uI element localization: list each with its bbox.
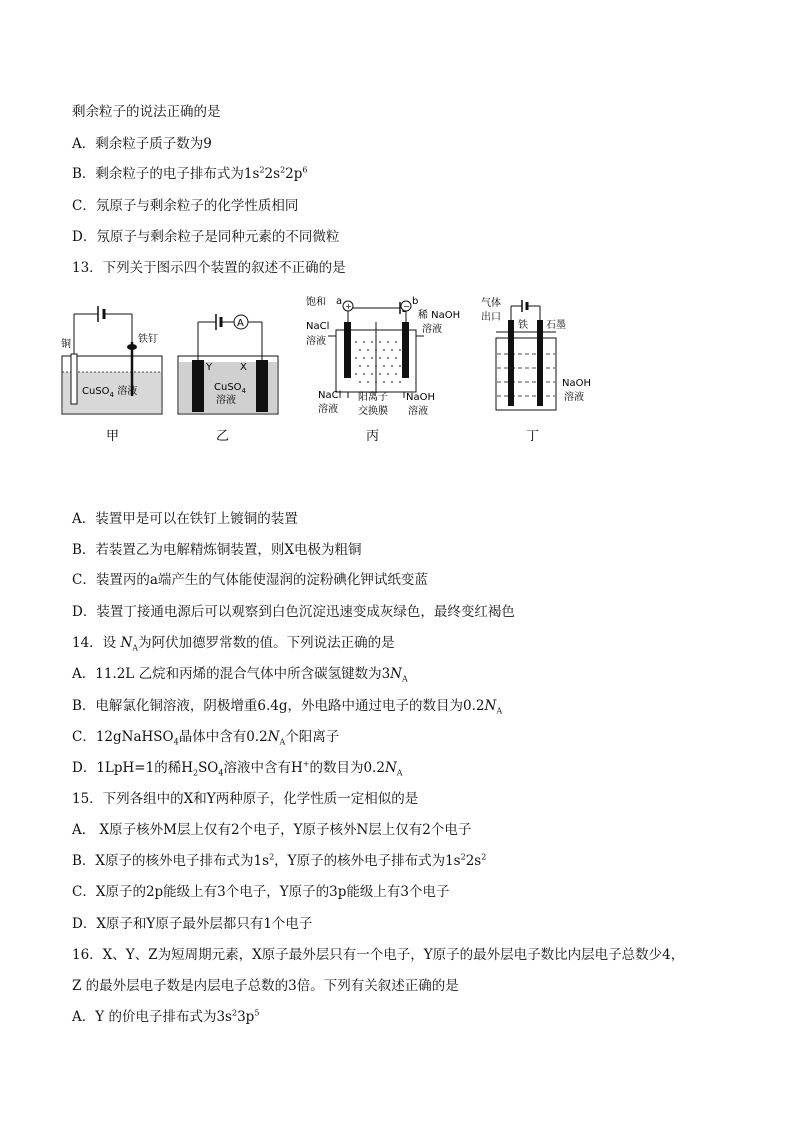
bing-bl-1: NaCl — [318, 390, 342, 401]
q16-stem-line-2: Z 的最外层电子数是内层电子总数的3倍。下列有关叙述正确的是 — [72, 978, 459, 994]
yi-solution-label-1: CuSO$_4$ — [214, 382, 247, 395]
figure-yi — [178, 314, 278, 444]
q14-stem: 14．设 $N_A$为阿伏加德罗常数的值。下列说法正确的是 — [72, 635, 395, 653]
q14-option-c: C．12gNaHSO$_4$晶体中含有$0.2N_A$个阳离子 — [72, 729, 340, 747]
ding-gas-label-1: 气体 — [481, 298, 501, 309]
q12-option-d: D．氖原子与剩余粒子是同种元素的不同微粒 — [72, 229, 340, 245]
ding-solution-label-2: 溶液 — [564, 392, 584, 403]
yi-solution-label-2: 溶液 — [216, 395, 236, 406]
q12-option-a: A．剩余粒子质子数为9 — [72, 136, 212, 152]
q16-stem-line-1: 16．X、Y、Z为短周期元素，X原子最外层只有一个电子，Y原子的最外层电子数比内层电子总数少4， — [72, 947, 685, 963]
bing-br-1: NaOH — [406, 392, 435, 403]
q13-option-c: C．装置丙的a端产生的气体能使湿润的淀粉碘化钾试纸变蓝 — [72, 572, 428, 588]
q14-option-d: D．1LpH=1的稀$H_2SO_4$溶液中含有H+的数目为$0.2N_A$ — [72, 759, 403, 778]
jia-copper-label: 铜 — [61, 339, 71, 350]
ding-gas-label-2: 出口 — [481, 312, 501, 323]
jia-caption: 甲 — [106, 429, 120, 444]
bing-b-label: b — [412, 296, 419, 307]
bing-bm-1: 阳离子 — [358, 392, 388, 403]
bing-bm-2: 交换膜 — [358, 406, 388, 417]
jia-solution-label: CuSO$_4$ 溶液 — [82, 386, 138, 399]
jia-nail-label: 铁钉 — [138, 334, 158, 345]
figure-jia — [61, 306, 162, 444]
yi-x-label: X — [240, 362, 247, 373]
q15-option-b: B．X原子的核外电子排布式为$1s^2$，Y原子的核外电子排布式为$1s^22s^2$ — [72, 852, 487, 869]
q14-option-b: B．电解氯化铜溶液，阴极增重6.4g，外电路中通过电子的数目为$0.2N_A$ — [72, 698, 503, 716]
q15-option-c: C．X原子的2p能级上有3个电子，Y原子的3p能级上有3个电子 — [72, 884, 450, 900]
q13-option-b: B．若装置乙为电解精炼铜装置，则X电极为粗铜 — [72, 542, 362, 558]
q13-option-d: D．装置丁接通电源后可以观察到白色沉淀迅速变成灰绿色，最终变红褐色 — [72, 604, 515, 620]
bing-tl-1: 饱和 — [306, 297, 326, 308]
bing-minus: − — [403, 302, 410, 311]
bing-tl-3: 溶液 — [306, 336, 326, 347]
q13-figures — [56, 292, 616, 452]
q13-stem: 13．下列关于图示四个装置的叙述不正确的是 — [72, 260, 346, 276]
yi-y-label: Y — [206, 362, 213, 373]
ding-iron-label: 铁 — [518, 320, 528, 331]
q12-option-b: B．剩余粒子的电子排布式为$1s^22s^22p^6$ — [72, 165, 308, 182]
q16-option-a: A．Y 的价电子排布式为$3s^23p^5$ — [72, 1008, 260, 1025]
bing-br-2: 溶液 — [408, 406, 428, 417]
bing-tr-1: 稀 NaOH — [418, 310, 461, 321]
figure-ding — [481, 296, 591, 444]
q13-option-a: A．装置甲是可以在铁钉上镀铜的装置 — [72, 511, 298, 527]
bing-caption: 丙 — [366, 429, 380, 444]
q15-option-a: A． X原子核外M层上仅有2个电子，Y原子核外N层上仅有2个电子 — [72, 822, 472, 838]
ding-graphite-label: 石墨 — [546, 320, 566, 331]
q15-stem: 15．下列各组中的X和Y两种原子，化学性质一定相似的是 — [72, 791, 419, 807]
q14-option-a: A．11.2L 乙烷和丙烯的混合气体中所含碳氢键数为$3N_A$ — [72, 666, 408, 684]
figure-bing — [306, 295, 460, 444]
q15-option-d: D．X原子和Y原子最外层都只有1个电子 — [72, 916, 313, 932]
q12-stem: 剩余粒子的说法正确的是 — [72, 104, 221, 120]
bing-plus: + — [345, 302, 352, 311]
bing-bl-2: 溶液 — [318, 404, 338, 415]
ding-caption: 丁 — [526, 429, 540, 444]
q12-option-c: C．氖原子与剩余粒子的化学性质相同 — [72, 198, 299, 214]
yi-ammeter-label: A — [237, 318, 244, 329]
bing-a-label: a — [336, 296, 343, 307]
bing-tr-2: 溶液 — [422, 324, 442, 335]
ding-solution-label-1: NaOH — [562, 378, 591, 389]
yi-caption: 乙 — [216, 429, 230, 444]
bing-tl-2: NaCl — [306, 321, 330, 332]
